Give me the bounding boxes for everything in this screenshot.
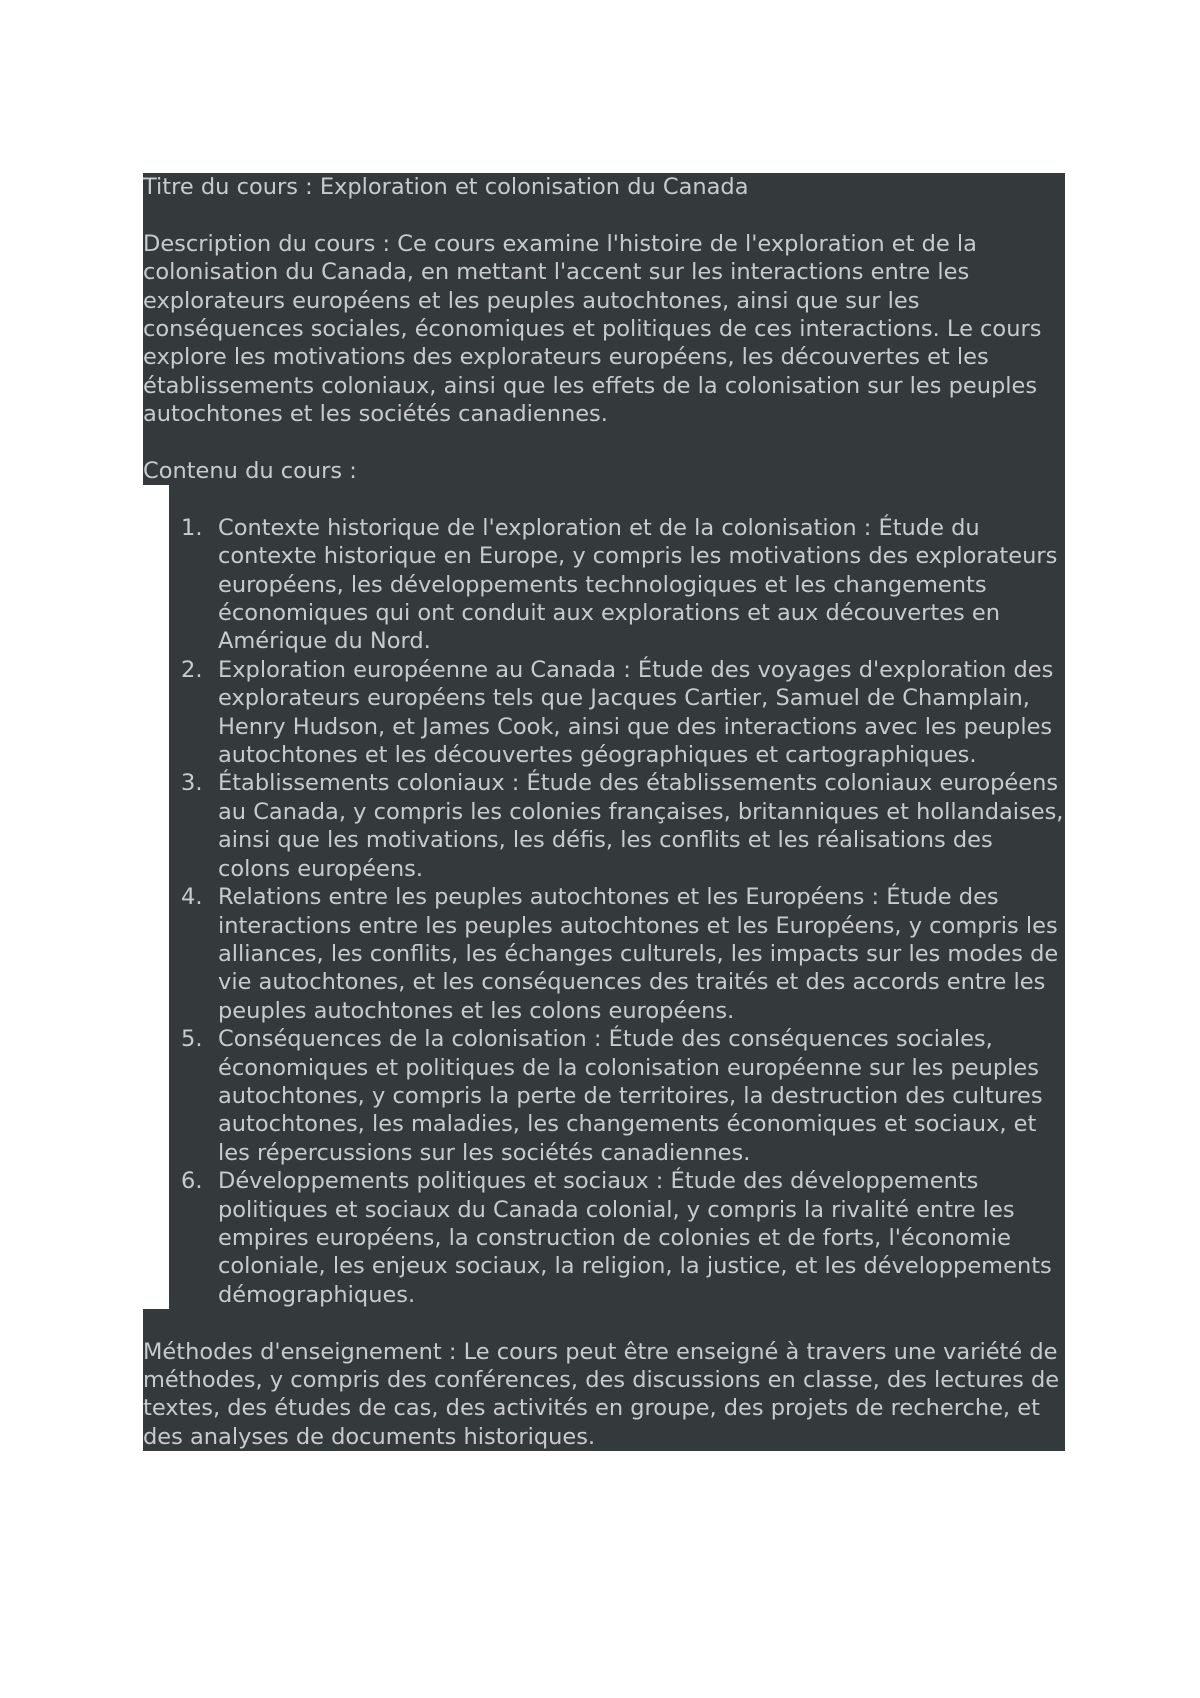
list-item	[143, 769, 1065, 883]
course-title: Titre du cours : Exploration et colonisation du Canada	[143, 173, 1065, 201]
list-item-text: Établissements coloniaux : Étude des établissements coloniaux européens au Canada, y compris les colonies françaises, britanniques et hollandaises, ainsi que les motivations, les défis, les conflits et les réalisations des colons européens.	[218, 770, 1064, 882]
course-content-list-wrapper	[143, 485, 1065, 1309]
spacer	[143, 429, 1065, 457]
list-item-number: 3.	[181, 770, 203, 797]
spacer	[143, 201, 1065, 229]
list-item-number: 1.	[181, 514, 203, 541]
course-description: Description du cours : Ce cours examine l'histoire de l'exploration et de la colonisation du Canada, en mettant l'accent sur les interactions entre les explorateurs européens et les peuples autochtones, ainsi que sur les conséquences sociales, économiques et politiques de ces interactions. Le cours explore les motivations des explorateurs européens, les découvertes et les établissements coloniaux, ainsi que les effets de la colonisation sur les peuples autochtones et les sociétés canadiennes.	[143, 230, 1065, 429]
methods-block	[143, 1309, 1065, 1451]
list-item	[143, 883, 1065, 1025]
list-item-text: Relations entre les peuples autochtones et les Européens : Étude des interactions entre les peuples autochtones et les Européens, y compris les alliances, les conflits, les échanges culturels, les impacts sur les modes de vie autochtones, et les conséquences des traités et des accords entre les peuples autochtones et les colons européens.	[218, 884, 1059, 1024]
list-item-text: Exploration européenne au Canada : Étude des voyages d'exploration des explorateurs européens tels que Jacques Cartier, Samuel de Champlain, Henry Hudson, et James Cook, ainsi que des interactions avec les peuples autochtones et les découvertes géographiques et cartographiques.	[218, 656, 1054, 769]
list-item-number: 2.	[181, 656, 203, 683]
list-item-text: Conséquences de la colonisation : Étude des conséquences sociales, économiques et politiques de la colonisation européenne sur les peuples autochtones, y compris la perte de territoires, la destruction des cultures autochtones, les maladies, les changements économiques et sociaux, et les répercussions sur les sociétés canadiennes.	[218, 1026, 1043, 1166]
document-body	[143, 173, 1065, 1451]
course-content-list	[143, 514, 1065, 1309]
spacer	[143, 485, 1065, 513]
teaching-methods: Méthodes d'enseignement : Le cours peut être enseigné à travers une variété de méthodes, y compris des conférences, des discussions en classe, des lectures de textes, des études de cas, des activités en groupe, des projets de recherche, et des analyses de documents historiques.	[143, 1338, 1065, 1452]
list-item	[143, 514, 1065, 656]
list-item-number: 6.	[181, 1168, 203, 1195]
spacer	[143, 1309, 1065, 1337]
list-item-text: Développements politiques et sociaux : Étude des développements politiques et sociaux du Canada colonial, y compris la rivalité entre les empires européens, la construction de colonies et de forts, l'économie coloniale, les enjeux sociaux, la religion, la justice, et les développements démographiques.	[218, 1168, 1052, 1308]
list-item	[143, 1025, 1065, 1167]
list-item-text: Contexte historique de l'exploration et de la colonisation : Étude du contexte historique en Europe, y compris les motivations des explorateurs européens, les développements technologiques et les changements économiques qui ont conduit aux explorations et aux découvertes en Amérique du Nord.	[218, 514, 1058, 655]
list-item	[143, 1167, 1065, 1309]
list-item-number: 4.	[181, 884, 203, 911]
course-header-block	[143, 173, 1065, 485]
content-heading: Contenu du cours :	[143, 457, 1065, 485]
list-item	[143, 656, 1065, 770]
list-item-number: 5.	[181, 1026, 203, 1053]
